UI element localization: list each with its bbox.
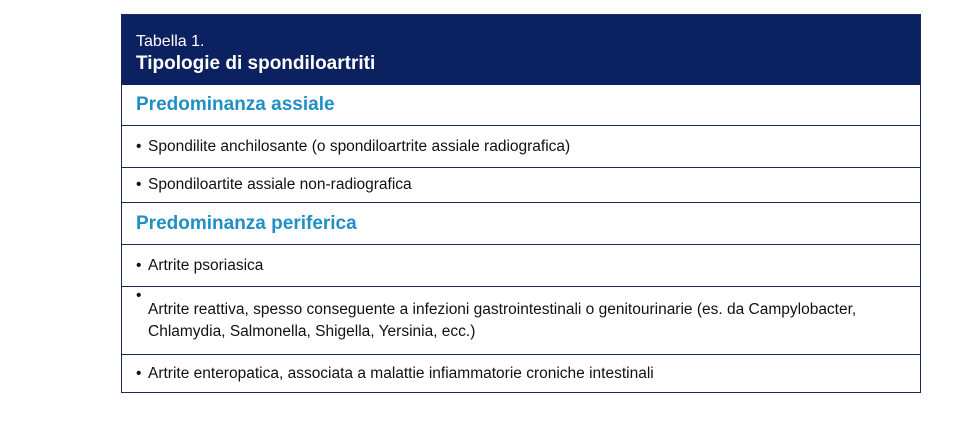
table-number: Tabella 1. [136,33,205,50]
bullet: • [136,137,142,155]
table-title: Tipologie di spondiloartriti [136,53,376,74]
list-item [122,354,920,392]
bullet: • [136,287,142,304]
list-item [122,167,920,202]
list-item-text: Artrite psoriasica [148,256,264,274]
list-item [122,125,920,167]
list-item-text: Spondilite anchilosante (o spondiloartrite assiale radiografica) [148,137,571,155]
bullet: • [136,256,142,274]
table-card [121,14,921,393]
list-item-text: Spondiloartite assiale non-radiografica [148,176,412,193]
bullet: • [136,364,142,382]
list-item-text: Artrite reattiva, spesso conseguente a infezioni gastrointestinali o genitourinarie (es. da Campylobacter, Chlamydia, Salmonella, Shigella, Yersinia, ecc.) [148,300,857,340]
list-item-text: Artrite enteropatica, associata a malattie infiammatorie croniche intestinali [148,364,654,382]
section-heading-axial: Predominanza assiale [136,94,335,115]
list-item [122,286,920,354]
section-heading-peripheral: Predominanza periferica [122,202,920,244]
bullet: • [136,176,142,193]
list-item [122,244,920,286]
table-header [122,15,920,85]
